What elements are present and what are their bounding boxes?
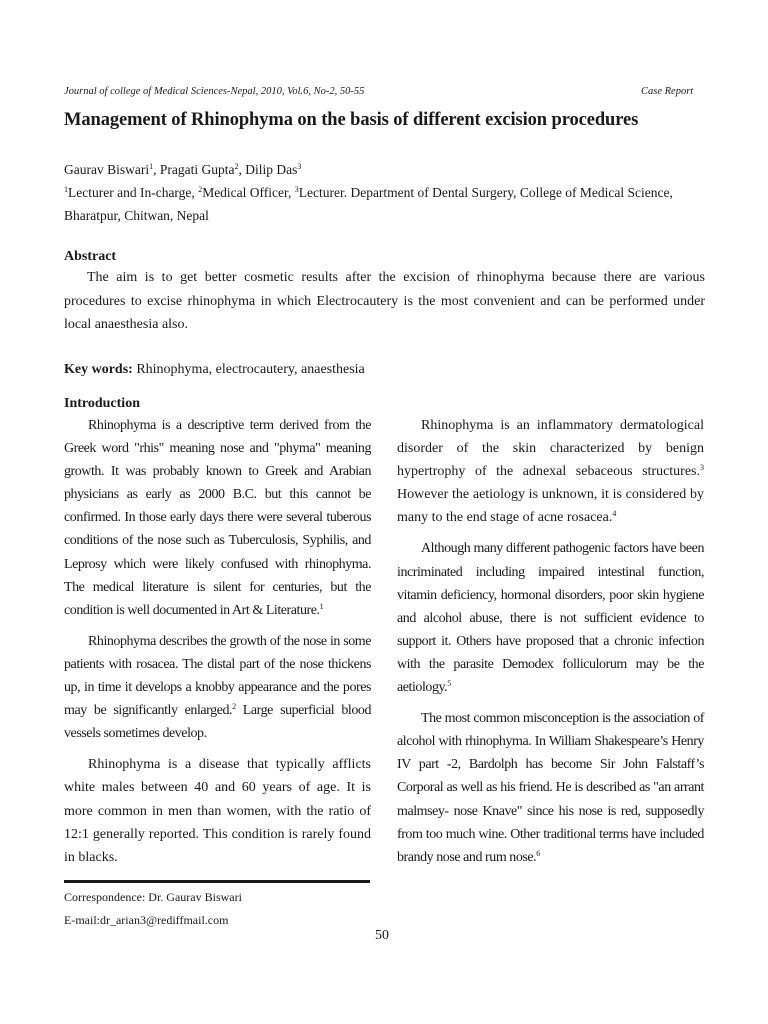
affiliation-text: Medical Officer, bbox=[202, 185, 295, 200]
journal-citation: Journal of college of Medical Sciences-Nepal, 2010, Vol.6, No-2, 50-55 bbox=[64, 86, 365, 97]
keywords-line bbox=[64, 362, 365, 378]
abstract-heading: Abstract bbox=[64, 249, 117, 264]
page-number: 50 bbox=[375, 928, 389, 943]
affiliation-text: Lecturer and In-charge, bbox=[68, 185, 199, 200]
keywords-text: Rhinophyma, electrocautery, anaesthesia bbox=[132, 362, 365, 377]
left-column bbox=[64, 414, 371, 877]
author-affiliations bbox=[64, 181, 706, 227]
paragraph-text: However the aetiology is unknown, it is considered by many to the end stage of acne rosacea. bbox=[397, 487, 704, 526]
author-list bbox=[64, 162, 301, 178]
correspondence-email: E-mail:dr_arian3@rediffmail.com bbox=[64, 913, 229, 927]
body-paragraph bbox=[64, 753, 371, 868]
paragraph-text: Rhinophyma describes the growth of the nose in some patients with rosacea. The distal part of the nose thickens up, in time it develops a knobby appearance and the pores may be significantly enlarged. bbox=[64, 633, 371, 719]
affiliation-marker: 2 bbox=[234, 162, 239, 171]
article-type: Case Report bbox=[641, 86, 694, 97]
affiliation-marker: 2 bbox=[198, 185, 203, 194]
body-paragraph bbox=[397, 414, 704, 529]
footnote-divider bbox=[64, 880, 370, 883]
reference-marker: 5 bbox=[447, 679, 451, 689]
abstract-body bbox=[64, 266, 705, 337]
affiliation-marker: 3 bbox=[297, 162, 302, 171]
body-paragraph bbox=[397, 537, 704, 699]
affiliation-marker: 3 bbox=[294, 185, 299, 194]
paragraph-text: Rhinophyma is an inflammatory dermatological disorder of the skin characterized by benign hypertrophy of the adnexal sebaceous structures. bbox=[397, 418, 704, 480]
affiliation-marker: 1 bbox=[149, 162, 154, 171]
reference-marker: 3 bbox=[700, 463, 704, 473]
correspondence-note: Correspondence: Dr. Gaurav Biswari bbox=[64, 890, 242, 904]
reference-marker: 6 bbox=[536, 848, 540, 858]
introduction-heading: Introduction bbox=[64, 396, 140, 411]
paragraph-text: The most common misconception is the association of alcohol with rhinophyma. In William Shakespeare’s Henry IV part -2, Bardolph has become Sir John Falstaff’s Corporal as well as his friend. He is described as "an arrant malmsey- nose Knave" since his nose is red, supposedly from too much wine. Other traditional terms have included brandy nose and rum nose. bbox=[397, 711, 704, 865]
paragraph-text: Rhinophyma is a disease that typically afflicts white males between 40 and 60 years of age. It is more common in men than women, with the ratio of 12:1 generally reported. This condition is rarely found in blacks. bbox=[64, 757, 371, 865]
paragraph-text: Although many different pathogenic factors have been incriminated including impaired intestinal function, vitamin deficiency, hormonal disorders, poor skin hygiene and alcohol abuse, there is not sufficient evidence to support it. Others have proposed that a chronic infection with the parasite Demodex folliculorum may be the aetiology. bbox=[397, 541, 704, 696]
reference-marker: 2 bbox=[232, 702, 236, 712]
affiliation-marker: 1 bbox=[64, 185, 68, 194]
author-name: , Pragati Gupta bbox=[153, 162, 235, 177]
body-paragraph bbox=[397, 707, 704, 869]
paragraph-text: Large superficial blood vessels sometimes develop. bbox=[64, 703, 371, 742]
reference-marker: 1 bbox=[319, 601, 324, 611]
keywords-label: Key words: bbox=[64, 362, 133, 377]
author-name: , Dilip Das bbox=[238, 162, 298, 177]
abstract-paragraph: The aim is to get better cosmetic results after the excision of rhinophyma because there are various procedures to excise rhinophyma in which Electrocautery is the most convenient and can be performed under local anaesthesia also. bbox=[64, 270, 705, 332]
article-title: Management of Rhinophyma on the basis of different excision procedures bbox=[64, 110, 639, 130]
paragraph-text: Rhinophyma is a descriptive term derived from the Greek word "rhis" meaning nose and "phyma" meaning growth. It was probably known to Greek and Arabian physicians as early as 2000 B.C. but this cannot be confirmed. In those early days there were several tuberous conditions of the nose such as Tuberculosis, Syphilis, and Leprosy which were likely confused with rhinophyma. The medical literature is silent for centuries, but the condition is well documented in Art & Literature. bbox=[64, 418, 371, 618]
affiliation-text: Lecturer. Department of Dental Surgery, College of Medical Science, Bharatpur, Chitwan, Nepal bbox=[64, 185, 673, 223]
author-name: Gaurav Biswari bbox=[64, 162, 150, 177]
body-paragraph bbox=[64, 630, 371, 745]
right-column bbox=[397, 414, 704, 877]
body-paragraph bbox=[64, 414, 371, 622]
reference-marker: 4 bbox=[612, 509, 617, 519]
